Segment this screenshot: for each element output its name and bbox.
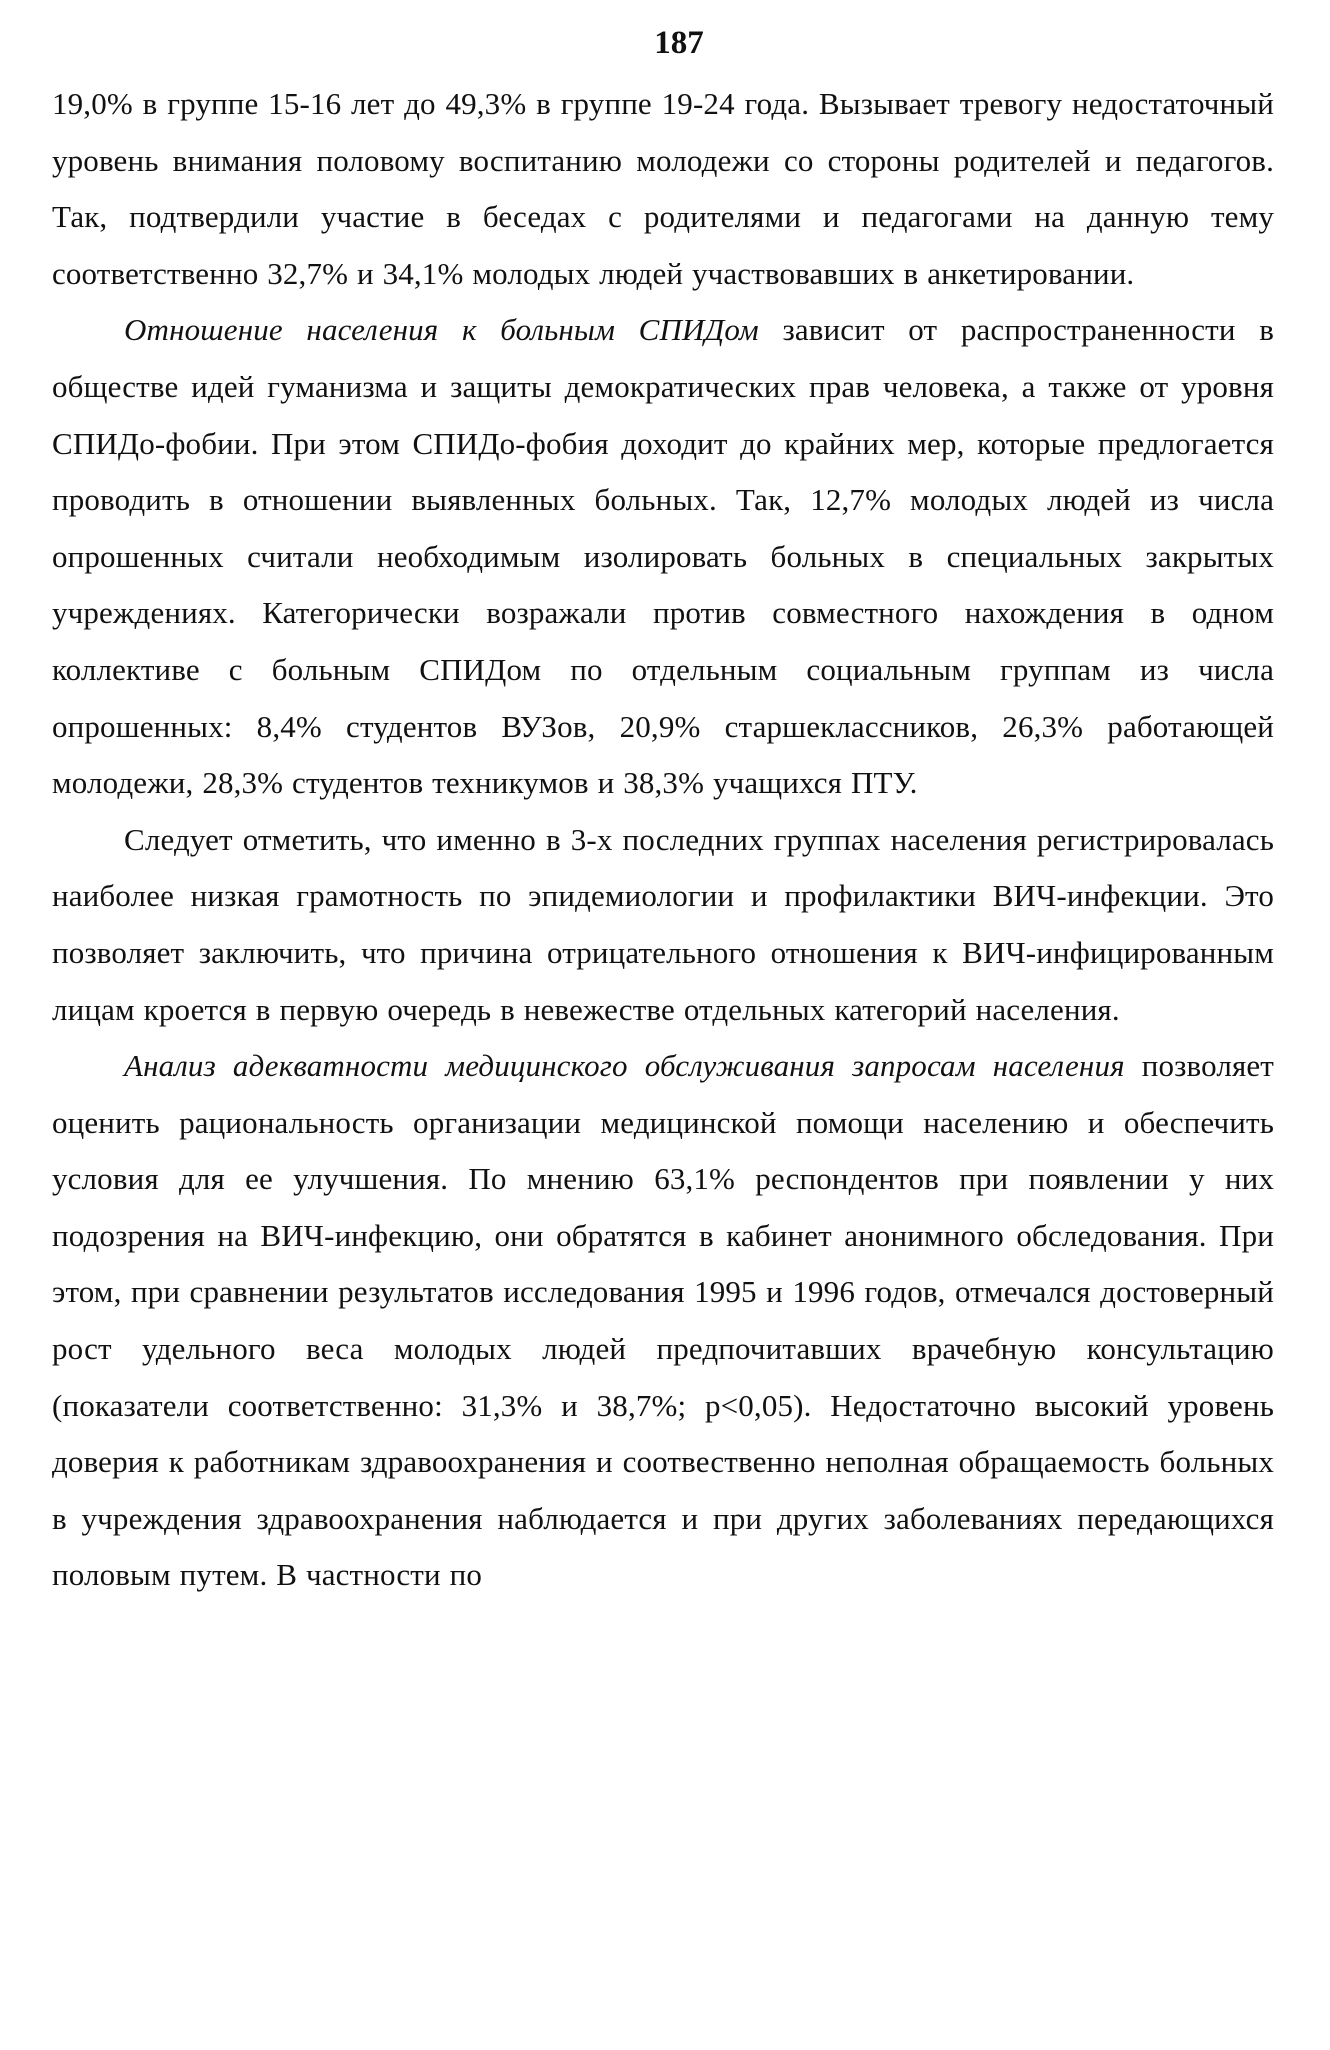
paragraph-1 (52, 76, 1274, 302)
paragraph-1-text: 19,0% в группе 15-16 лет до 49,3% в группе 19-24 года. Вызывает тревогу недостаточный уровень внимания половому воспитанию молодежи со стороны родителей и педагогов. Так, подтвердили участие в беседах с родителями и педагогами на данную тему соответственно 32,7% и 34,1% молодых людей участвовавших в анкетировании. (52, 86, 1274, 291)
paragraph-4-text: позволяет оценить рациональность организации медицинской помощи населению и обеспечить условия для ее улучшения. По мнению 63,1% респондентов при появлении у них подозрения на ВИЧ-инфекцию, они обратятся в кабинет анонимного обследования. При этом, при сравнении результатов исследования 1995 и 1996 годов, отмечался достоверный рост удельного веса молодых людей предпочитавших врачебную консультацию (показатели соответственно: 31,3% и 38,7%; p<0,05). Недостаточно высокий уровень доверия к работникам здравоохранения и соотвественно неполная обращаемость больных в учреждения здравоохранения наблюдается и при других заболеваниях передающихся половым путем. В частности по (52, 1048, 1274, 1593)
document-page (52, 18, 1274, 1604)
paragraph-2-heading: Отношение населения к больным СПИДом (124, 312, 759, 348)
page-number: 187 (654, 25, 704, 61)
paragraph-2 (52, 302, 1274, 811)
paragraph-4 (52, 1038, 1274, 1604)
paragraph-4-heading: Анализ адекватности медицинского обслуживания запросам населения (124, 1048, 1125, 1084)
paragraph-3-text: Следует отметить, что именно в 3-х последних группах населения регистрировалась наиболее низкая грамотность по эпидемиологии и профилактики ВИЧ-инфекции. Это позволяет заключить, что причина отрицательного отношения к ВИЧ-инфицированным лицам кроется в первую очередь в невежестве отдельных категорий населения. (52, 821, 1274, 1027)
paragraph-3 (52, 812, 1274, 1038)
paragraph-2-text: зависит от распространенности в обществе идей гуманизма и защиты демократических прав человека, а также от уровня СПИДо-фобии. При этом СПИДо-фобия доходит до крайних мер, которые предлогается проводить в отношении выявленных больных. Так, 12,7% молодых людей из числа опрошенных считали необходимым изолировать больных в специальных закрытых учреждениях. Категорически возражали против совместного нахождения в одном коллективе с больным СПИДом по отдельным социальным группам из числа опрошенных: 8,4% студентов ВУЗов, 20,9% старшеклассников, 26,3% работающей молодежи, 28,3% студентов техникумов и 38,3% учащихся ПТУ. (52, 312, 1274, 801)
